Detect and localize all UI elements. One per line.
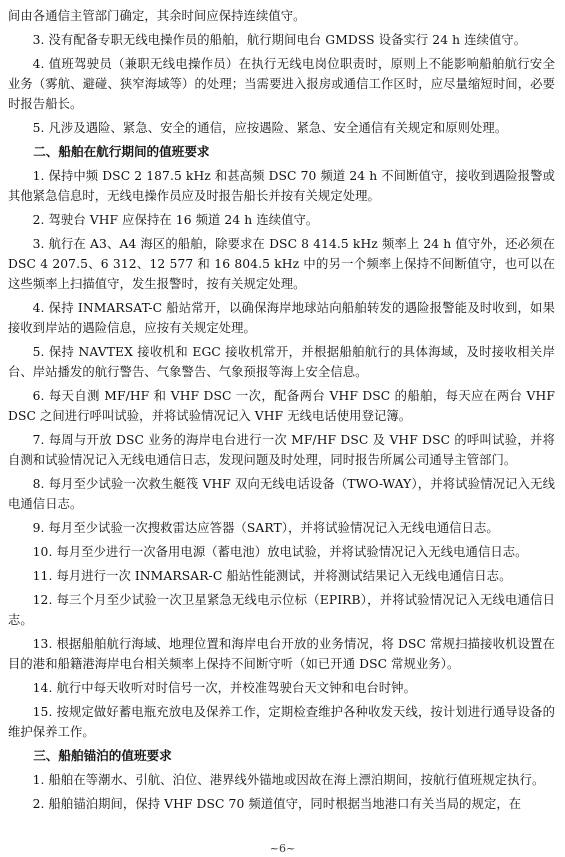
paragraph: 2. 驾驶台 VHF 应保持在 16 频道 24 h 连续值守。 [32, 213, 319, 227]
paragraph: 14. 航行中每天收听对时信号一次，并校准驾驶台天文钟和电台时钟。 [32, 681, 416, 695]
page-number: ~6~ [269, 842, 296, 855]
paragraph: 1. 船舶在等潮水、引航、泊位、港界线外锚地或因故在海上漂泊期间，按航行值班规定执行。 [32, 773, 545, 787]
paragraph: 5. 凡涉及遇险、紧急、安全的通信，应按遇险、紧急、安全通信有关规定和原则处理。 [32, 121, 508, 135]
paragraph: 6. 每天自测 MF/HF 和 VHF DSC 一次，配备两台 VHF DSC 的船舶，每天应在两台 VHF DSC 之间进行呼叫试验，并将试验情况记入 VHF 无线电话使用登记簿。 [8, 389, 555, 423]
paragraph: 7. 每周与开放 DSC 业务的海岸电台进行一次 MF/HF DSC 及 VHF DSC 的呼叫试验，并将自测和试验情况记入无线电通信日志，发现问题及时处理，同时报告所属公司通导主管部门。 [8, 433, 555, 467]
paragraph: 2. 船舶锚泊期间，保持 VHF DSC 70 频道值守，同时根据当地港口有关当局的规定，在 [32, 797, 522, 811]
paragraph: 10. 每月至少进行一次备用电源（蓄电池）放电试验，并将试验情况记入无线电通信日志。 [32, 545, 528, 559]
paragraph: 12. 每三个月至少试验一次卫星紧急无线电示位标（EPIRB），并将试验情况记入无线电通信日志。 [8, 593, 555, 627]
paragraph: 3. 航行在 A3、A4 海区的船舶，除要求在 DSC 8 414.5 kHz 频率上 24 h 值守外，还必须在 DSC 4 207.5、6 312、12 577 和 16 804.5 kHz 中的另一个频率上保持不间断值守，也可以在这些频率上扫描值守，发生报警时，按有关规定处理。 [8, 237, 555, 291]
section-heading: 三、船舶锚泊的值班要求 [33, 748, 172, 763]
paragraph: 8. 每月至少试验一次救生艇筏 VHF 双向无线电话设备（TWO-WAY），并将试验情况记入无线电通信日志。 [8, 477, 555, 511]
paragraph: 9. 每月至少试验一次搜救雷达应答器（SART），并将试验情况记入无线电通信日志。 [32, 521, 499, 535]
paragraph: 3. 没有配备专职无线电操作员的船舶，航行期间电台 GMDSS 设备实行 24 h 连续值守。 [32, 33, 527, 47]
paragraph: 间由各通信主管部门确定，其余时间应保持连续值守。 [8, 9, 306, 23]
paragraph: 4. 保持 INMARSAT-C 船站常开，以确保海岸地球站向船舶转发的遇险报警能及时收到，如果接收到岸站的遇险信息，应按有关规定处理。 [8, 301, 555, 335]
body-text [8, 6, 555, 814]
paragraph: 5. 保持 NAVTEX 接收机和 EGC 接收机常开，并根据船舶航行的具体海域，及时接收相关岸台、岸站播发的航行警告、气象警告、气象预报等海上安全信息。 [8, 345, 555, 379]
paragraph: 1. 保持中频 DSC 2 187.5 kHz 和甚高频 DSC 70 频道 24 h 不间断值守，接收到遇险报警或其他紧急信息时，无线电操作员应及时报告船长并按有关规定处理。 [8, 169, 555, 203]
paragraph: 11. 每月进行一次 INMARSAR-C 船站性能测试，并将测试结果记入无线电通信日志。 [32, 569, 512, 583]
paragraph: 4. 值班驾驶员（兼职无线电操作员）在执行无线电岗位职责时，原则上不能影响船舶航行安全业务（雾航、避碰、狭窄海域等）的处理；当需要进入报房或通信工作区时，应尽量缩短时间，必要时报告船长。 [8, 57, 555, 111]
paragraph: 13. 根据船舶航行海域、地理位置和海岸电台开放的业务情况，将 DSC 常规扫描接收机设置在目的港和船籍港海岸电台相关频率上保持不间断守听（如已开通 DSC 常规业务）。 [8, 637, 555, 671]
paragraph: 15. 按规定做好蓄电瓶充放电及保养工作，定期检查维护各种收发天线，按计划进行通导设备的维护保养工作。 [8, 705, 555, 739]
section-heading: 二、船舶在航行期间的值班要求 [33, 144, 210, 159]
